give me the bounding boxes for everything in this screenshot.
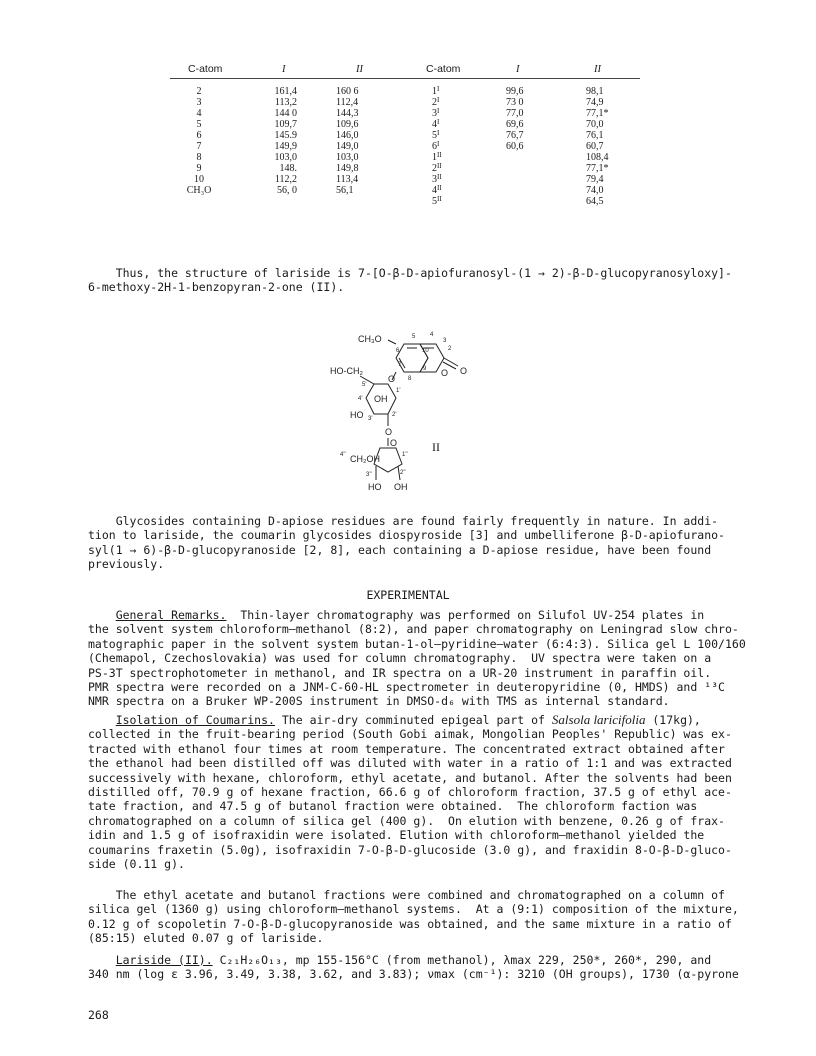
column-header-compound-ii-sugar: II <box>594 64 601 75</box>
page-number: 268 <box>88 1008 109 1022</box>
text-line: Glycosides containing D-apiose residues are found fairly frequently in nature. In addi- <box>88 514 719 528</box>
text-line: chromatographed on a column of silica gel (400 g). On elution with benzene, 0.26 g of frax- <box>88 813 725 828</box>
table-cell: 4 <box>196 108 202 119</box>
text-line: previously. <box>88 557 165 572</box>
column-header-c-atom-sugar: C-atom <box>426 63 461 75</box>
isolation-paragraph <box>88 713 760 871</box>
table-cell: 146,0 <box>336 130 359 141</box>
text-line: successively with hexane, chloroform, ethyl acetate, and butanol. After the solvents had been <box>88 770 732 785</box>
table-cell: $3^{II}$ <box>432 173 442 185</box>
table-cell: 103,0 <box>336 152 359 163</box>
sugar-shift-i-column <box>506 86 546 152</box>
table-cell: 69,6 <box>506 119 524 130</box>
column-header-compound-i-sugar: I <box>516 64 520 75</box>
table-cell: 10 <box>194 174 204 185</box>
table-cell: 76,1 <box>586 130 604 141</box>
hydroxymethyl-label: HO-CH₂ <box>330 366 363 376</box>
table-cell: 148. <box>279 163 297 174</box>
atom-number: 3 <box>443 338 447 344</box>
subsection-heading: Lariside (II). <box>115 953 213 967</box>
text-line: PMR spectra were recorded on a JNM-C-60-HL spectrometer in deuteropyridine (0, HMDS) and ¹³C <box>88 680 725 695</box>
species-name: Salsola laricifolia <box>551 712 646 727</box>
table-cell: 9 <box>196 163 202 174</box>
text-line: matographic paper in the solvent system butan-1-ol—pyridine—water (6:4:3). Silica gel L 100/160 <box>88 636 746 651</box>
hydroxyl-label: OH <box>394 482 408 492</box>
sugar-carbon-column <box>432 86 452 207</box>
subsection-heading: Isolation of Coumarins. <box>115 713 275 727</box>
text-line: 6-methoxy-2H-1-benzopyran-2-one (II). <box>88 280 345 295</box>
aglycone-carbon-column <box>170 86 228 196</box>
lariside-structure-diagram <box>330 322 500 492</box>
atom-number: 3'' <box>366 472 372 478</box>
text-line: NMR spectra on a Bruker WP-200S instrument in DMSO-d₆ with TMS as internal standard. <box>88 694 670 709</box>
carbonyl-oxygen-label: O <box>460 366 468 376</box>
table-cell: $5^I$ <box>432 129 440 141</box>
table-cell: $6^I$ <box>432 140 440 152</box>
text-segment: The air-dry comminuted epigeal part of <box>274 713 552 727</box>
atom-number: 9 <box>423 366 427 372</box>
text-segment: (17kg), <box>645 713 701 727</box>
table-cell: 99,6 <box>506 86 524 97</box>
table-cell: 74,9 <box>586 97 604 108</box>
methoxy-label: CH₃O <box>358 334 382 344</box>
table-cell: $2^I$ <box>432 96 440 108</box>
atom-number: 1' <box>396 388 401 394</box>
text-line: PS-3T spectrophotometer in methanol, and IR spectra on a UR-20 instrument in paraffin oil. <box>88 665 712 680</box>
apiose-hydroxymethyl-label: CH₂OH <box>350 454 380 464</box>
table-cell: $4^{II}$ <box>432 184 442 196</box>
apiose-ring-oxygen-label: O <box>390 438 398 448</box>
text-line: (Chemapol, Czechoslovakia) was used for column chromatography. UV spectra were taken on a <box>88 651 712 666</box>
table-cell: 3 <box>196 97 202 108</box>
text-line: tate fraction, and 47.5 g of butanol fraction were obtained. The chloroform faction was <box>88 799 698 814</box>
table-cell: 161,4 <box>274 86 297 97</box>
table-cell: 98,1 <box>586 86 604 97</box>
atom-number: 2'' <box>400 470 406 476</box>
text-line: syl(1 → 6)-β-D-glucopyranoside [2, 8], each containing a D-apiose residue, have been found <box>88 542 712 557</box>
table-cell: 79,4 <box>586 174 604 185</box>
atom-number: 2' <box>392 412 397 418</box>
atom-number: 10 <box>422 348 429 354</box>
text-line: C₂₁H₂₆O₁₃, mp 155-156°C (from methanol), λmax 229, 250*, 260*, 290, and <box>212 953 712 967</box>
table-cell: 60,6 <box>506 141 524 152</box>
text-line: tracted with ethanol four times at room temperature. The concentrated extract obtained after <box>88 741 725 756</box>
table-cell: 56,1 <box>336 185 354 196</box>
atom-number: 4'' <box>340 452 346 458</box>
text-line: (85:15) eluted 0.07 g of lariside. <box>88 931 324 946</box>
text-line: the ethanol had been distilled off was diluted with water in a ratio of 1:1 and was extracted <box>88 756 732 771</box>
general-remarks-paragraph <box>88 608 760 709</box>
table-cell: 74,0 <box>586 185 604 196</box>
hydroxyl-label: OH <box>374 394 388 404</box>
column-header-compound-ii: II <box>356 64 363 75</box>
ring-oxygen-label: O <box>441 368 449 378</box>
table-cell: 73 0 <box>506 97 524 108</box>
text-line: collected in the fruit-bearing period (South Gobi aimak, Mongolian Peoples' Republic) was ex- <box>88 727 732 742</box>
table-cell: 149,9 <box>274 141 297 152</box>
hydroxyl-label: HO <box>368 482 382 492</box>
text-line: silica gel (1360 g) using chloroform—methanol systems. At a (9:1) composition of the mixture, <box>88 902 739 917</box>
aglycone-shift-ii-column <box>336 86 376 196</box>
table-cell: 113,2 <box>274 97 297 108</box>
table-cell: 144,3 <box>336 108 359 119</box>
aglycone-shift-i-column <box>255 86 297 196</box>
table-cell: 77,1* <box>586 163 609 174</box>
column-header-c-atom: C-atom <box>188 63 223 75</box>
table-cell: $1^I$ <box>432 85 440 97</box>
table-cell: 149,0 <box>336 141 359 152</box>
table-cell: 7 <box>196 141 202 152</box>
text-line: Thin-layer chromatography was performed on Silufol UV-254 plates in <box>226 608 705 622</box>
table-cell: 109,7 <box>274 119 297 130</box>
table-cell: 160 6 <box>336 86 359 97</box>
table-cell: 112,4 <box>336 97 359 108</box>
atom-number: 4' <box>358 396 363 402</box>
text-line: 340 nm (log ε 3.96, 3.49, 3.38, 3.62, and 3.83); νmax (cm⁻¹): 3210 (OH groups), 1730 (α-pyrone <box>88 967 739 982</box>
text-line: Thus, the structure of lariside is 7-[O-β-D-apiofuranosyl-(1 → 2)-β-D-glucopyranosyloxy]- <box>88 266 732 280</box>
atom-number: 7 <box>398 362 402 368</box>
text-line: distilled off, 70.9 g of hexane fraction, 66.6 g of chloroform fraction, 37.5 g of ethyl ace- <box>88 785 732 800</box>
table-cell: CH₃O <box>186 185 212 196</box>
table-cell: 103,0 <box>274 152 297 163</box>
compound-label: II <box>432 440 440 454</box>
atom-number: 5' <box>362 382 367 388</box>
table-cell: 64,5 <box>586 196 604 207</box>
table-header-rule <box>170 78 640 79</box>
glycosidic-oxygen-label: O <box>385 427 393 437</box>
atom-number: 4 <box>430 332 434 338</box>
table-cell: 5 <box>196 119 202 130</box>
table-cell: $2^{II}$ <box>432 162 442 174</box>
table-cell: 113,4 <box>336 174 359 185</box>
table-cell: 70,0 <box>586 119 604 130</box>
apiose-glycosides-paragraph <box>88 514 760 572</box>
table-cell: 77,0 <box>506 108 524 119</box>
atom-number: 5 <box>412 334 416 340</box>
table-cell: 145.9 <box>274 130 297 141</box>
table-cell: $5^{II}$ <box>432 195 442 207</box>
table-cell: 112,2 <box>274 174 297 185</box>
sugar-shift-ii-column <box>586 86 630 207</box>
hydroxyl-label: HO <box>350 410 364 420</box>
table-cell: $3^I$ <box>432 107 440 119</box>
text-line: The ethyl acetate and butanol fractions were combined and chromatographed on a column of <box>88 888 725 902</box>
subsection-heading: General Remarks. <box>115 608 227 622</box>
text-line: the solvent system chloroform—methanol (8:2), and paper chromatography on Leningrad slow chro- <box>88 622 739 637</box>
text-line: side (0.11 g). <box>88 857 185 872</box>
section-heading-experimental: EXPERIMENTAL <box>366 588 450 602</box>
column-header-compound-i: I <box>282 64 286 75</box>
text-line: tion to lariside, the coumarin glycosides diospyroside [3] and umbelliferone β-D-apiofurano- <box>88 528 725 543</box>
glucoside-oxygen-label: O <box>388 374 396 384</box>
atom-number: 3' <box>368 416 373 422</box>
table-cell: $4^I$ <box>432 118 440 130</box>
table-cell: 76,7 <box>506 130 524 141</box>
table-cell: 109,6 <box>336 119 359 130</box>
table-cell: 149,8 <box>336 163 359 174</box>
fractionation-paragraph <box>88 888 760 946</box>
text-line: coumarins fraxetin (5.0g), isofraxidin 7-O-β-D-glucoside (3.0 g), and fraxidin 8-O-β-D-gluco- <box>88 842 732 857</box>
table-cell: 56, 0 <box>277 185 297 196</box>
table-cell: 8 <box>196 152 202 163</box>
table-cell: $1^{II}$ <box>432 151 442 163</box>
text-line: idin and 1.5 g of isofraxidin were isolated. Elution with chloroform—methanol yielded the <box>88 828 705 843</box>
structure-conclusion-paragraph <box>88 266 760 295</box>
atom-number: 8 <box>408 376 412 382</box>
atom-number: 1'' <box>402 452 408 458</box>
table-cell: 108,4 <box>586 152 609 163</box>
atom-number: 2 <box>448 346 452 352</box>
table-cell: 2 <box>196 86 202 97</box>
table-cell: 6 <box>196 130 202 141</box>
table-cell: 60,7 <box>586 141 604 152</box>
lariside-data-paragraph <box>88 953 760 982</box>
atom-number: 6 <box>396 348 400 354</box>
text-line: 0.12 g of scopoletin 7-O-β-D-glucopyranoside was obtained, and the same mixture in a ratio of <box>88 916 732 931</box>
table-cell: 77,1* <box>586 108 609 119</box>
table-cell: 144 0 <box>274 108 297 119</box>
